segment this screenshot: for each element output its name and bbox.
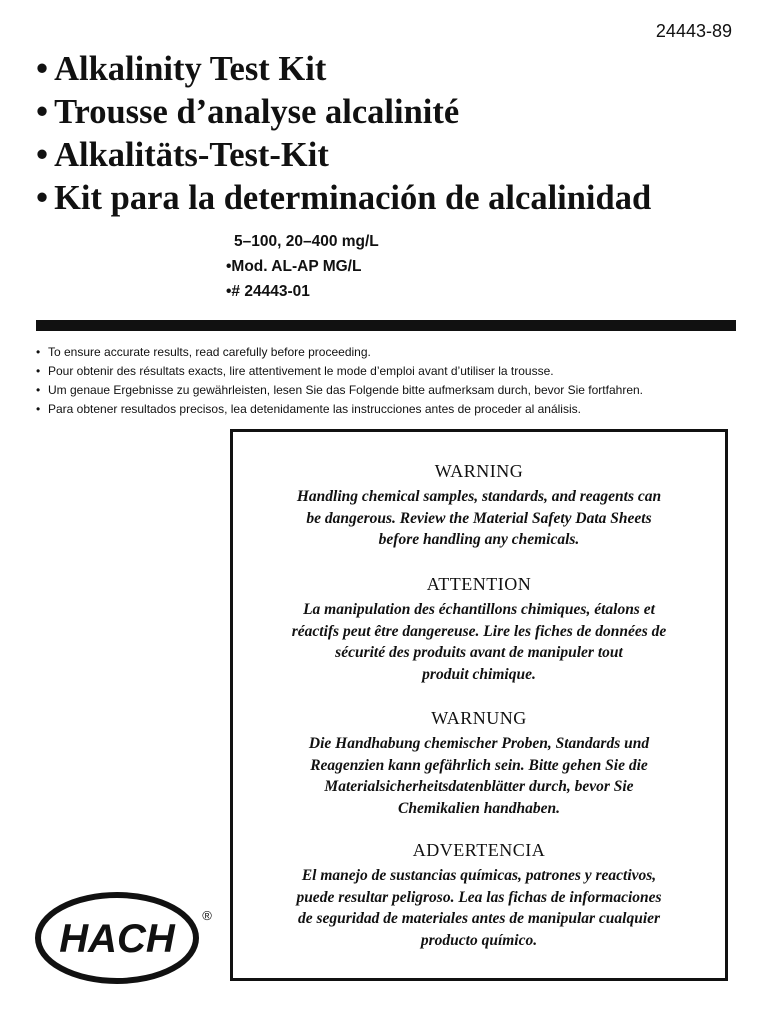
warning-text (251, 486, 707, 551)
warning-line: produit chimique. (422, 665, 536, 683)
title-text: Kit para la determinación de alcalinidad (54, 179, 652, 217)
logo-text: HACH (59, 917, 175, 961)
warning-line: réactifs peut être dangereuse. Lire les fiches de données de (291, 622, 667, 640)
title-bullet: • (36, 93, 49, 131)
title-text: Alkalinity Test Kit (54, 50, 327, 88)
note-text: Pour obtenir des résultats exacts, lire attentivement le mode d’emploi avant d’utiliser la trousse. (48, 364, 554, 378)
note-english (36, 343, 746, 362)
model-spec: •Mod. AL-AP MG/L (226, 258, 362, 275)
warning-section-spanish (233, 839, 725, 951)
warning-heading: WARNUNG (431, 708, 527, 728)
warning-line: sécurité des produits avant de manipuler tout (335, 644, 623, 661)
warning-line: Die Handhabung chemischer Proben, Standards und (308, 735, 650, 752)
range-spec: 5–100, 20–400 mg/L (234, 233, 379, 250)
instruction-notes (36, 343, 746, 419)
note-bullet: • (36, 345, 41, 359)
title-text: Alkalitäts-Test-Kit (54, 136, 329, 174)
title-spanish (36, 177, 736, 220)
warning-section-english (233, 460, 725, 551)
title-french (36, 91, 736, 134)
title-bullet: • (36, 50, 49, 88)
warning-line: be dangerous. Review the Material Safety Data Sheets (306, 509, 652, 527)
warning-text (251, 599, 707, 685)
warning-line: La manipulation des échantillons chimiques, étalons et (303, 601, 655, 618)
note-text: Um genaue Ergebnisse zu gewährleisten, lesen Sie das Folgende bitte aufmerksam durch, bevor Sie fortfahren. (48, 383, 643, 397)
warning-line: before handling any chemicals. (378, 531, 580, 548)
title-german (36, 134, 736, 177)
warning-heading: WARNING (434, 461, 524, 481)
warning-line: Materialsicherheitsdatenblätter durch, bevor Sie (324, 778, 634, 795)
note-bullet: • (36, 364, 41, 378)
divider-bar (36, 320, 736, 331)
document-number: 24443-89 (655, 21, 732, 41)
title-block (36, 48, 736, 220)
warning-section-french (233, 573, 725, 685)
hach-logo (33, 890, 213, 986)
title-bullet: • (36, 179, 49, 217)
warning-line: Handling chemical samples, standards, and reagents can (296, 488, 662, 505)
title-english (36, 48, 736, 91)
warning-line: El manejo de sustancias químicas, patrones y reactivos, (301, 867, 657, 884)
warning-text (251, 733, 707, 819)
note-text: Para obtener resultados precisos, lea detenidamente las instrucciones antes de proceder al análisis. (48, 402, 581, 416)
warning-heading: ATTENTION (426, 574, 532, 594)
title-text: Trousse d’analyse alcalinité (54, 93, 460, 131)
warning-line: de seguridad de materiales antes de manipular cualquier (297, 910, 661, 927)
warning-heading: ADVERTENCIA (412, 840, 546, 860)
spec-block (226, 229, 379, 304)
warning-line: puede resultar peligroso. Lea las fichas de informaciones (296, 888, 662, 906)
warning-line: Chemikalien handhaben. (398, 799, 560, 817)
catalog-number: •# 24443-01 (226, 283, 310, 300)
hach-logo-graphic (33, 890, 213, 986)
registered-mark: ® (202, 908, 212, 923)
note-bullet: • (36, 402, 41, 416)
note-french (36, 362, 746, 381)
warning-section-german (233, 707, 725, 819)
warning-line: Reagenzien kann gefährlich sein. Bitte gehen Sie die (310, 756, 648, 774)
note-spanish (36, 400, 746, 419)
warning-text (251, 865, 707, 951)
warning-line: producto químico. (420, 931, 538, 949)
safety-warning-box (230, 429, 728, 981)
note-bullet: • (36, 383, 41, 397)
note-german (36, 381, 746, 400)
note-text: To ensure accurate results, read carefully before proceeding. (48, 345, 371, 359)
title-bullet: • (36, 136, 49, 174)
